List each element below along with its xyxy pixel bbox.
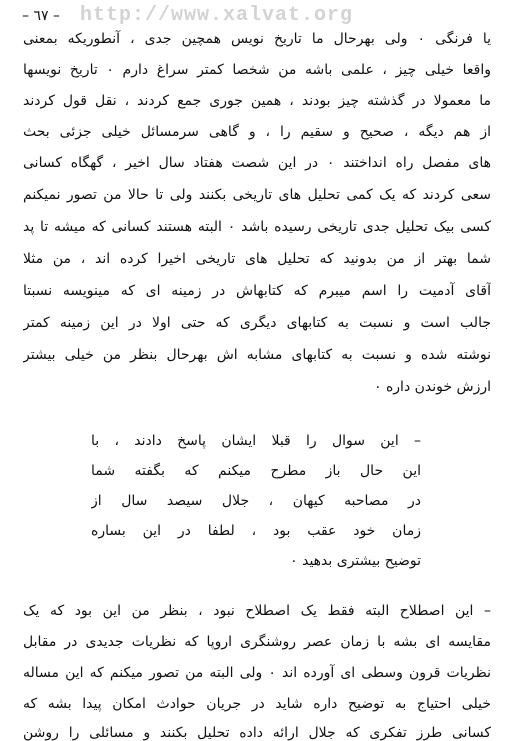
text-line: شما بهتر از من بدونید که تحلیل های تاریخی اخیرا کرده اند ، من مثلا (23, 251, 491, 267)
text-line: های مفصل راه انداختند ۰ در این شصت هفتاد سال اخیر ، گهگاه کسانی (23, 155, 491, 171)
question-line: این حال باز مطرح میکنم که بگفته شما (91, 463, 421, 479)
text-line: کسی بیک تحلیل جدی تاریخی رسیده باشد ۰ البته هستند کسانی که میشه تا پد (23, 219, 491, 235)
text-line: از هم دیگه ، صحیح و سقیم را ، و گاهی سرمسائل خیلی جزئی بحث (23, 124, 491, 140)
question-line: توضیح بیشتری بدهید ۰ (290, 553, 421, 569)
text-line: یا فرنگی ۰ ولی بهرحال ما تاریخ نویس همچین جدی ، آنطوریکه بمعنی (23, 31, 491, 47)
text-line: جالب است و نسبت به کتابهای دیگری که حتی اولا در این زمینه کمتر (23, 315, 491, 331)
question-line: – این سوال را قبلا ایشان پاسخ دادند ، با (91, 433, 421, 449)
watermark: http://www.xalvat.org (80, 4, 354, 27)
text-line: واقعا خیلی چیز ، علمی باشه من شخصا کمتر سراغ دارم ۰ تاریخ نویسها (23, 62, 491, 78)
text-line: ارزش خوندن داره ۰ (373, 379, 491, 395)
text-line: کسانی طرز تفکری که جلال ارائه داده تحلیل بکنند و مسائلی را روشن (23, 725, 491, 741)
text-line: خیلی احتیاج به توضیح داره شاید در جریان حوادث امکان پیدا بشه که (23, 696, 491, 712)
question-line: در مصاحبه کیهان ، جلال سیصد سال از (91, 493, 421, 509)
page-number: – ٦٧ – (22, 8, 60, 24)
text-line: آقای آدمیت را اسم میبرم که کتابهاش در زمینه ای که مینویسه نسبتا (23, 283, 491, 299)
text-line: نظریات قرون وسطی ای آورده اند ۰ ولی البته من تصور میکنم که این مساله (23, 665, 491, 681)
question-line: زمان خود عقب بود ، لطفا در این بساره (91, 523, 421, 539)
text-line: – این اصطلاح البته فقط یک اصطلاح نبود ، بنظر من این بود که یک (23, 603, 491, 619)
text-line: مقایسه ای بشه با زمان عصر روشنگری اروپا که نظریات جدیدی در مقابل (23, 634, 491, 650)
text-line: ما معمولا در گذشته چیز بودند ، همین جوری جمع کردند ، نقل قول کردند (23, 93, 491, 109)
text-line: سعی کردند که یک کمی تحلیل های تاریخی بکنند ولی تا حالا من تصور نمیکنم (23, 187, 491, 203)
text-line: نوشته شده و نسبت به کتابهای مشابه اش بهرحال بنظر من خیلی بیشتر (23, 347, 491, 363)
